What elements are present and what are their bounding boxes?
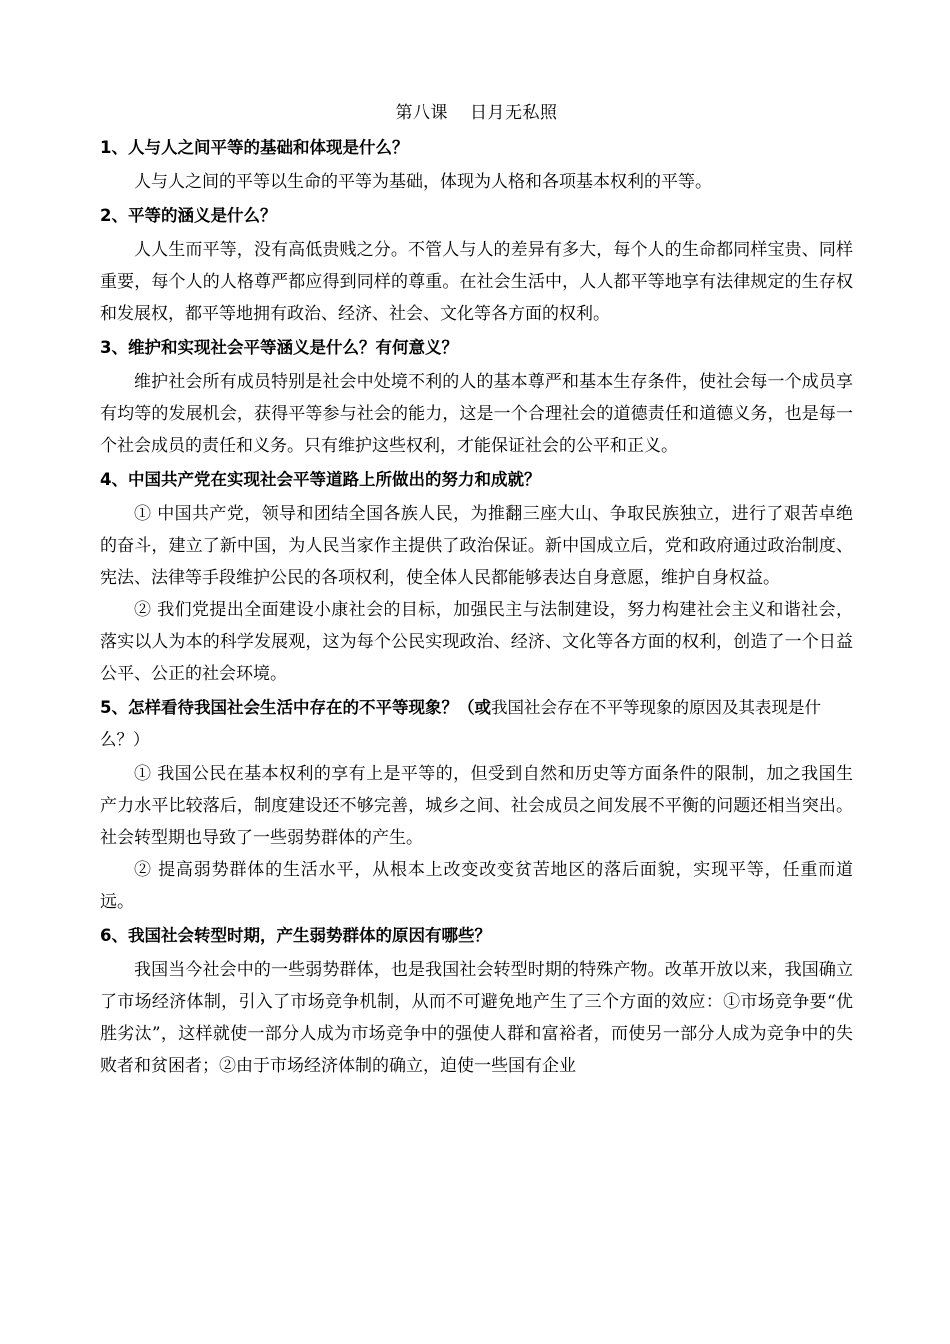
lesson-name: 日月无私照 — [470, 103, 558, 123]
lesson-number: 第八课 — [395, 103, 448, 123]
question-6: 6、我国社会转型时期，产生弱势群体的原因有哪些？ — [100, 926, 491, 945]
question-2: 2、平等的涵义是什么？ — [100, 206, 277, 225]
lesson-title — [100, 98, 853, 128]
question-3: 3、维护和实现社会平等涵义是什么？有何意义？ — [100, 338, 458, 357]
answer-2: 人人生而平等，没有高低贵贱之分。不管人与人的差异有多大，每个人的生命都同样宝贵、同样重要，每个人的人格尊严都应得到同样的尊重。在社会生活中，人人都平等地享有法律规定的生存权和发展权，都平等地拥有政治、经济、社会、文化等各方面的权利。 — [100, 240, 853, 324]
question-5-plain: 我国社会存在不平等现象的原因及其表现是什么？） — [100, 698, 821, 749]
answer-5-part-2: ② 提高弱势群体的生活水平，从根本上改变改变贫苦地区的落后面貌，实现平等，任重而道远。 — [100, 860, 853, 912]
answer-4-part-2: ② 我们党提出全面建设小康社会的目标，加强民主与法制建设，努力构建社会主义和谐社会，落实以人为本的科学发展观，这为每个公民实现政治、经济、文化等各方面的权利，创造了一个日益公平、公正的社会环境。 — [100, 600, 853, 684]
answer-4-part-1: ① 中国共产党，领导和团结全国各族人民，为推翻三座大山、争取民族独立，进行了艰苦卓绝的奋斗，建立了新中国，为人民当家作主提供了政治保证。新中国成立后，党和政府通过政治制度、宪法、法律等手段维护公民的各项权利，使全体人民都能够表达自身意愿，维护自身权益。 — [100, 504, 853, 588]
question-1: 1、人与人之间平等的基础和体现是什么？ — [100, 138, 409, 157]
answer-5-part-1: ① 我国公民在基本权利的享有上是平等的，但受到自然和历史等方面条件的限制，加之我国生产力水平比较落后，制度建设还不够完善，城乡之间、社会成员之间发展不平衡的问题还相当突出。社会转型期也导致了一些弱势群体的产生。 — [100, 764, 853, 848]
answer-1: 人与人之间的平等以生命的平等为基础，体现为人格和各项基本权利的平等。 — [134, 172, 712, 192]
question-4: 4、中国共产党在实现社会平等道路上所做出的努力和成就？ — [100, 470, 541, 489]
document-page — [100, 98, 853, 1082]
question-5 — [100, 692, 853, 756]
answer-3: 维护社会所有成员特别是社会中处境不利的人的基本尊严和基本生存条件，使社会每一个成员享有均等的发展机会，获得平等参与社会的能力，这是一个合理社会的道德责任和道德义务，也是每一个社会成员的责任和义务。只有维护这些权利，才能保证社会的公平和正义。 — [100, 372, 853, 456]
answer-6: 我国当今社会中的一些弱势群体，也是我国社会转型时期的特殊产物。改革开放以来，我国确立了市场经济体制，引入了市场竞争机制，从而不可避免地产生了三个方面的效应：①市场竞争要“优胜劣汰”，这样就使一部分人成为市场竞争中的强使人群和富裕者，而使另一部分人成为竞争中的失败者和贫困者；②由于市场经济体制的确立，迫使一些国有企业 — [100, 960, 853, 1076]
question-5-bold: 5、怎样看待我国社会生活中存在的不平等现象？（或 — [100, 698, 491, 717]
